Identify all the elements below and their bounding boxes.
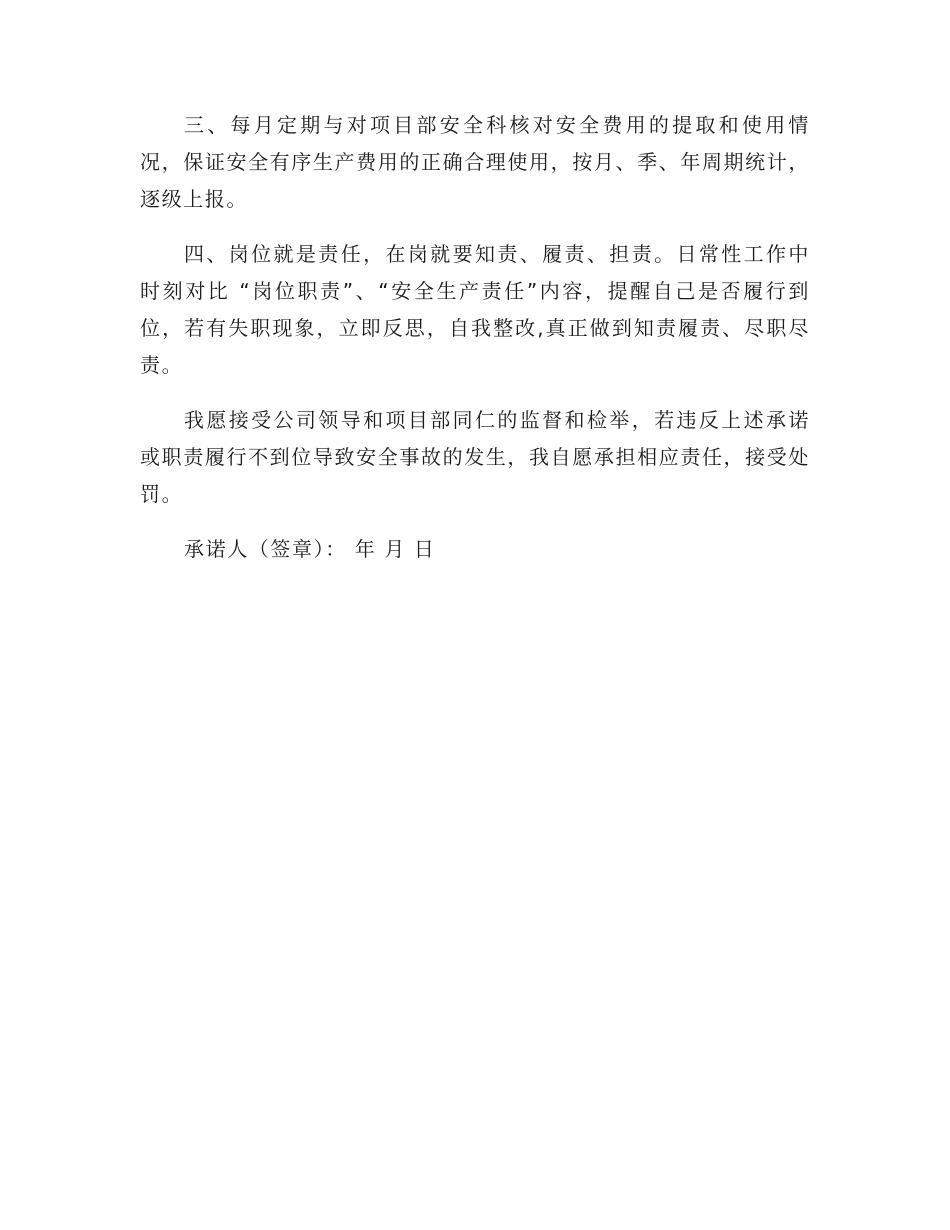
paragraph-four: 四、岗位就是责任，在岗就要知责、履责、担责。日常性工作中时刻对比 “岗位职责”、“安全生产责任”内容，提醒自己是否履行到位，若有失职现象，立即反思，自我整改,真正做到知责履责、尽职尽责。 — [140, 242, 810, 377]
paragraph-three: 三、每月定期与对项目部安全科核对安全费用的提取和使用情况，保证安全有序生产费用的正确合理使用，按月、季、年周期统计，逐级上报。 — [140, 113, 810, 211]
document-body — [140, 107, 810, 568]
signature-line: 承诺人（签章）： 年 月 日 — [184, 537, 436, 561]
paragraph-commitment: 我愿接受公司领导和项目部同仁的监督和检举，若违反上述承诺或职责履行不到位导致安全事故的发生，我自愿承担相应责任，接受处罚。 — [140, 408, 810, 506]
